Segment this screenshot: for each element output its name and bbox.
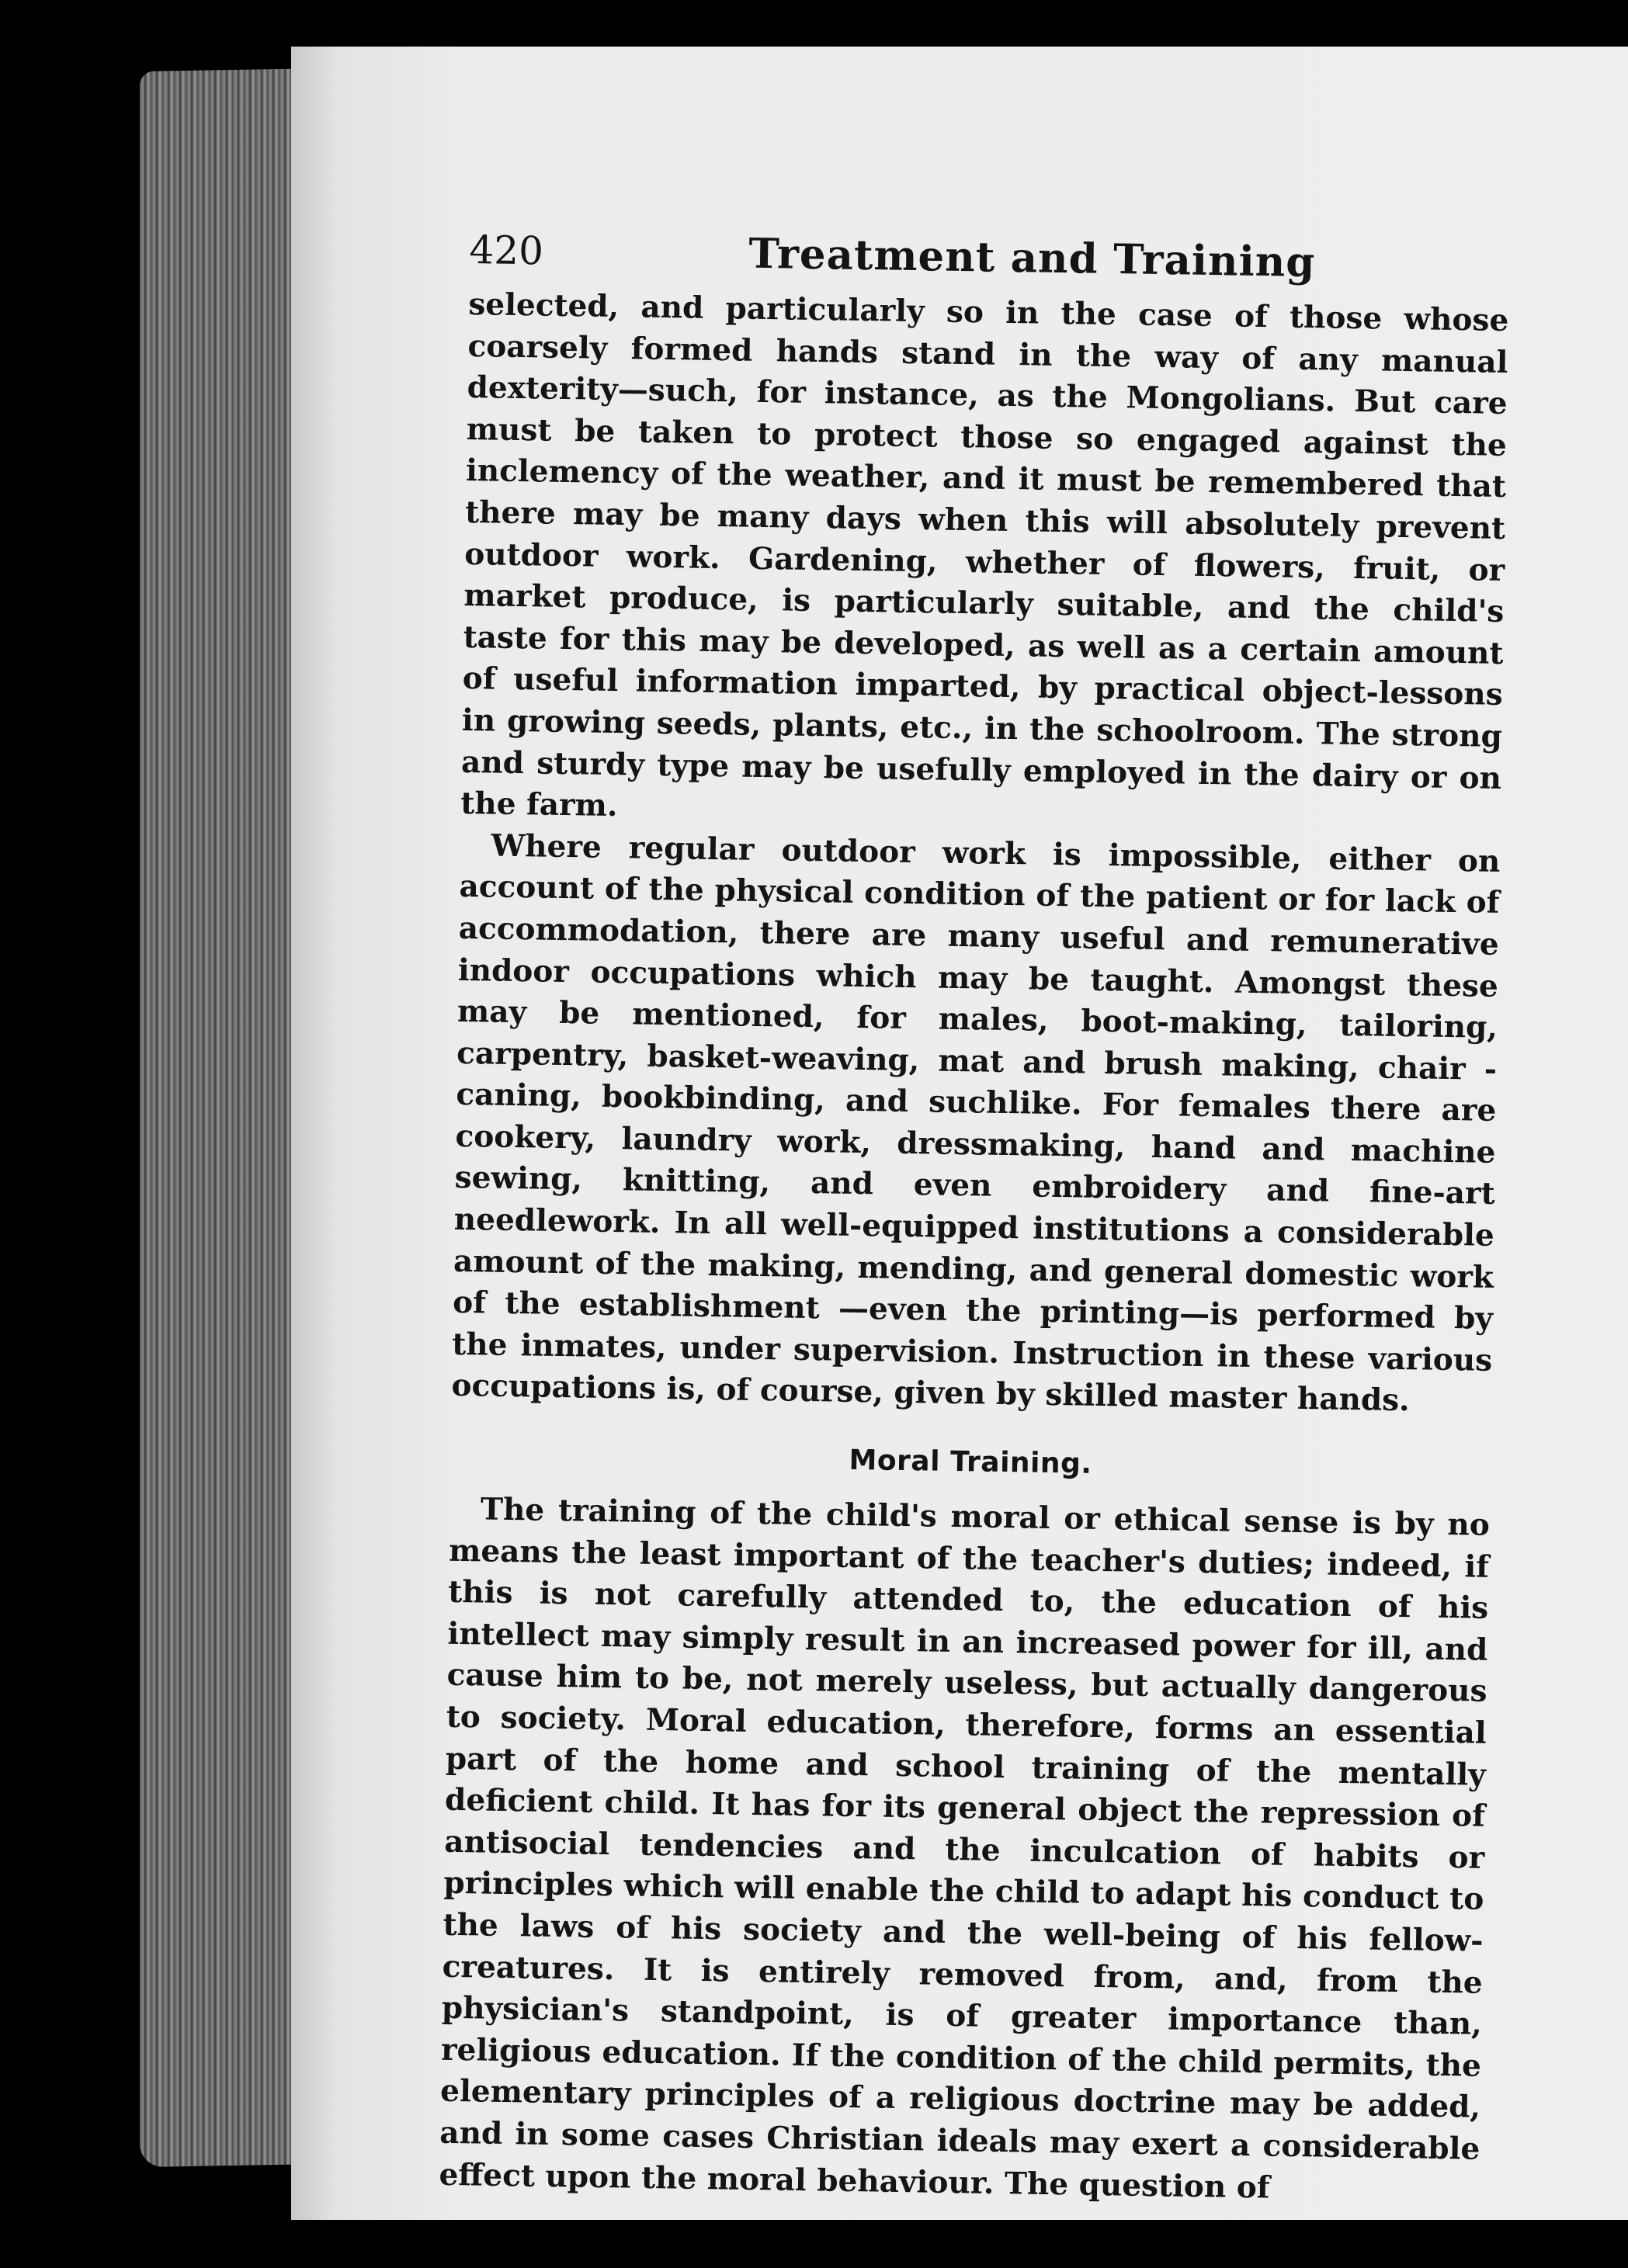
book-page [291, 47, 1628, 2220]
page-number: 420 [469, 227, 544, 274]
paragraph-1: selected, and particularly so in the case of those whose coarsely formed hands stand in the way of any manual dexterity—such, for instance, as the Mongolians. But care must be taken to protect those so engaged against the inclemency of the weather, and it must be remembered that there may be many days when this will absolutely prevent outdoor work. Gardening, whether of flowers, fruit, or market produce, is particularly suitable, and the child's taste for this may be developed, as well as a certain amount of useful information imparted, by practical object-lessons in growing seeds, plants, etc., in the schoolroom. The strong and sturdy type may be usefully employed in the dairy or on the farm. [460, 286, 1509, 824]
running-head [469, 225, 1510, 290]
paragraph-3: The training of the child's moral or ethical sense is by no means the least important of the teacher's duties; indeed, if this is not carefully attended to, the education of his intellect may simply result in an increased power for ill, and cause him to be, not merely useless, but actually dangerous to society. Moral education, therefore, forms an essential part of the home and school training of the mentally deficient child. It has for its general object the repression of antisocial tendencies and the inculcation of habits or principles which will enable the child to adapt his conduct to the laws of his society and the well-being of his fellow-creatures. It is entirely removed from, and, from the physician's standpoint, is of greater importance than, religious education. If the condition of the child permits, the elementary principles of a religious doctrine may be added, and in some cases Christian ideals may exert a considerable effect upon the moral behaviour. The question of [439, 1491, 1491, 2206]
section-heading: Moral Training. [849, 1444, 1092, 1480]
text-block [439, 225, 1510, 2212]
running-title: Treatment and Training [748, 229, 1316, 287]
paragraph-2: Where regular outdoor work is impossible, either on account of the physical condition of the patient or for lack of accommodation, there are many useful and remunerative indoor occupations which may be taught. Amongst these may be mentioned, for males, boot-making, tailoring, carpentry, basket-weaving, mat and brush making, chair - caning, bookbinding, and suchlike. For females there are cookery, laundry work, dressmaking, hand and machine sewing, knitting, and even embroidery and fine-art needlework. In all well-equipped institutions a considerable amount of the making, mending, and general domestic work of the establishment —even the printing—is performed by the inmates, under supervision. Instruction in these various occupations is, of course, given by skilled master hands. [451, 827, 1501, 1419]
